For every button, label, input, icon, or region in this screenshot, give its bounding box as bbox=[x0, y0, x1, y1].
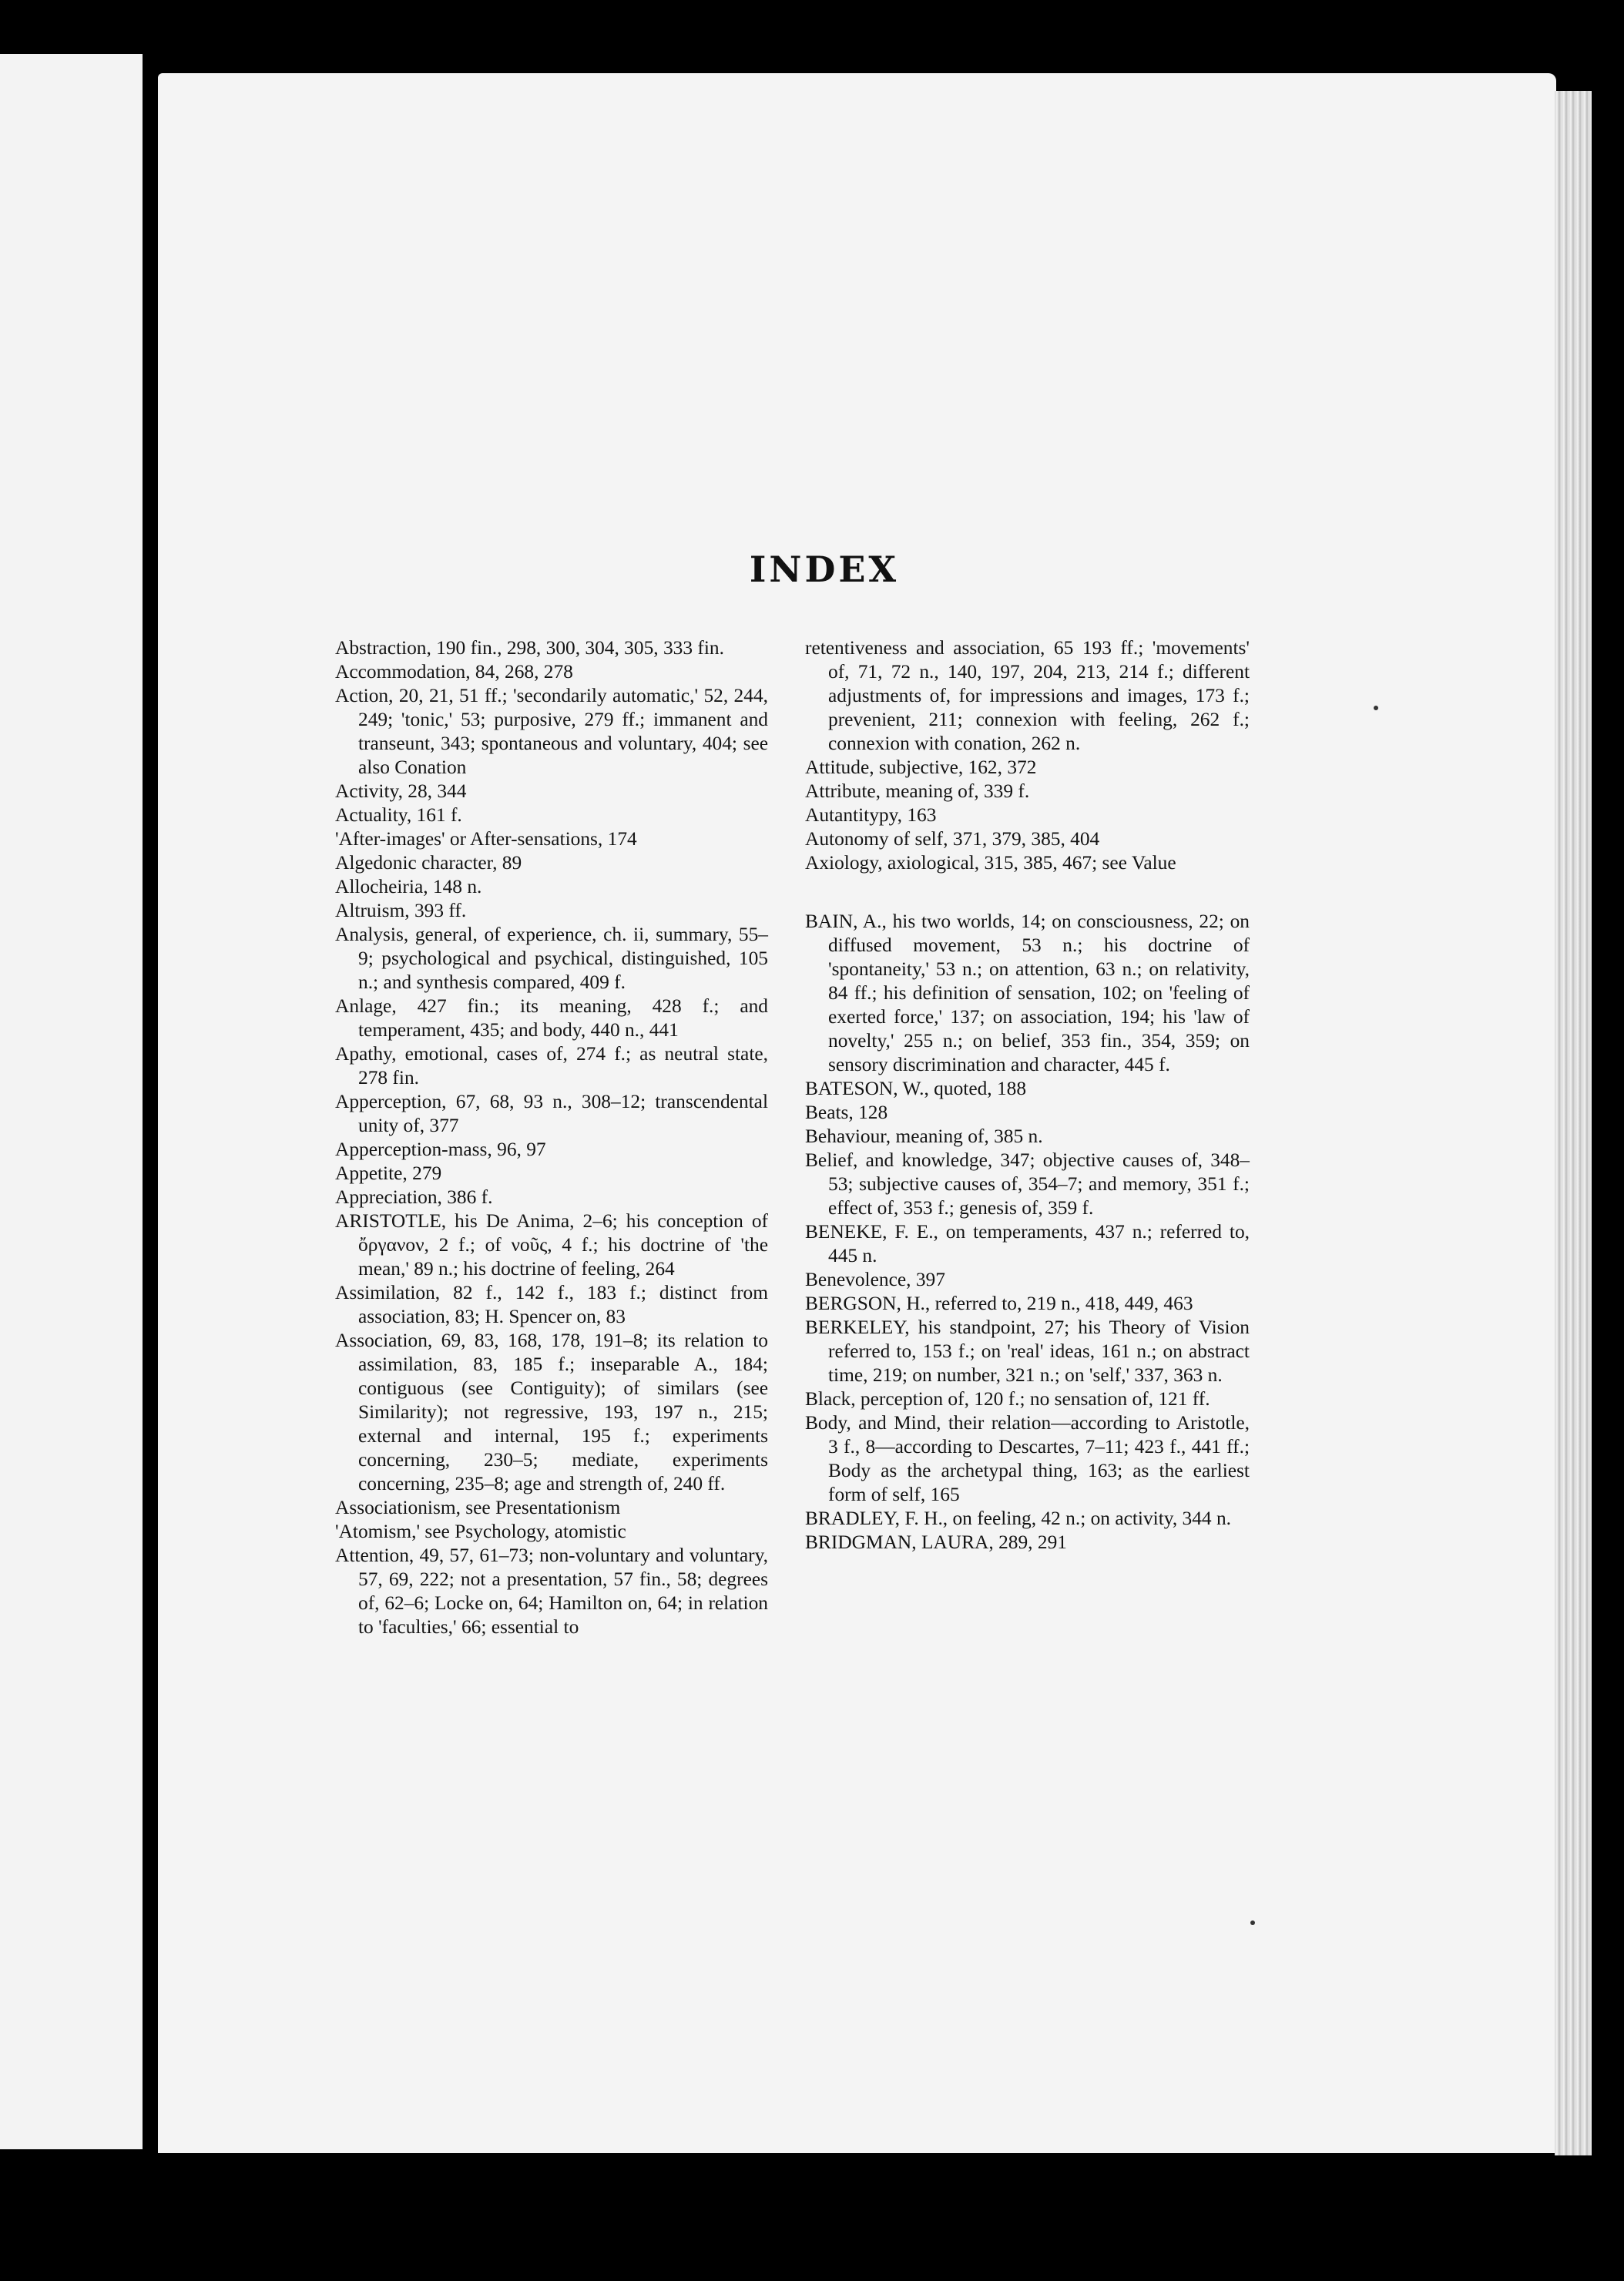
index-entry: Actuality, 161 f. bbox=[335, 804, 462, 826]
page-title: INDEX bbox=[749, 548, 900, 590]
index-entry: BRADLEY, F. H., on feeling, 42 n.; on activity, 344 n. bbox=[805, 1508, 1231, 1529]
index-entry: Activity, 28, 344 bbox=[335, 780, 467, 802]
index-entry: Black, perception of, 120 f.; no sensation of, 121 ff. bbox=[805, 1388, 1210, 1410]
index-entry: Allocheiria, 148 n. bbox=[335, 876, 482, 897]
index-entry: BATESON, W., quoted, 188 bbox=[805, 1078, 1027, 1099]
index-entry: Appetite, 279 bbox=[335, 1162, 442, 1184]
index-entry: Action, 20, 21, 51 ff.; 'secondarily automatic,' 52, 244, 249; 'tonic,' 53; purposive, 279 ff.; immanent and transeunt, 343; spontaneous and voluntary, 404; see also Conation bbox=[335, 685, 768, 778]
index-entry: 'After-images' or After-sensations, 174 bbox=[335, 828, 637, 850]
facing-page-edge bbox=[0, 54, 143, 2149]
index-entry: BERKELEY, his standpoint, 27; his Theory of Vision referred to, 153 f.; on 'real' ideas, 161 n.; on abstract time, 219; on number, 321 n.; on 'self,' 337, 363 n. bbox=[805, 1317, 1250, 1386]
index-entry: Axiology, axiological, 315, 385, 467; see Value bbox=[805, 852, 1176, 874]
index-entry: Autantitypy, 163 bbox=[805, 804, 937, 826]
index-entry: Accommodation, 84, 268, 278 bbox=[335, 661, 573, 683]
index-entry: Abstraction, 190 fin., 298, 300, 304, 305, 333 fin. bbox=[335, 637, 724, 659]
section-gap bbox=[805, 875, 1250, 910]
index-entry: Behaviour, meaning of, 385 n. bbox=[805, 1125, 1043, 1147]
index-entry: Attention, 49, 57, 61–73; non-voluntary and voluntary, 57, 69, 222; not a presentation, 57 fin., 58; degrees of, 62–6; Locke on, 64; Hamilton on, 64; in relation to 'faculties,' 66; essential to bbox=[335, 1545, 768, 1638]
index-entry: Belief, and knowledge, 347; objective causes of, 348–53; subjective causes of, 354–7; and memory, 351 f.; effect of, 353 f.; genesis of, 359 f. bbox=[805, 1149, 1250, 1219]
index-entry: Associationism, see Presentationism bbox=[335, 1497, 621, 1518]
index-entry: Algedonic character, 89 bbox=[335, 852, 522, 874]
index-entry: retentiveness and association, 65 193 ff.; 'movements' of, 71, 72 n., 140, 197, 204, 213, 214 f.; different adjustments of, for impressions and images, 173 f.; prevenient, 211; connexion with feeling, 262 f.; connexion with conation, 262 n. bbox=[805, 637, 1250, 754]
index-column-left bbox=[335, 636, 768, 1639]
index-entry: Autonomy of self, 371, 379, 385, 404 bbox=[805, 828, 1100, 850]
scan-speck bbox=[1250, 1920, 1255, 1925]
index-entry: BERGSON, H., referred to, 219 n., 418, 449, 463 bbox=[805, 1293, 1193, 1314]
index-entry: Apperception, 67, 68, 93 n., 308–12; transcendental unity of, 377 bbox=[335, 1091, 768, 1136]
index-entry: Association, 69, 83, 168, 178, 191–8; its relation to assimilation, 83, 185 f.; inseparable A., 184; contiguous (see Contiguity); of similars (see Similarity); not regressive, 193, 197 n., 215; external and internal, 195 f.; experiments concerning, 230–5; mediate, experiments concerning, 235–8; age and strength of, 240 ff. bbox=[335, 1330, 768, 1494]
index-column-right bbox=[805, 636, 1250, 1555]
index-entry: Beats, 128 bbox=[805, 1102, 888, 1123]
index-entry: BRIDGMAN, LAURA, 289, 291 bbox=[805, 1531, 1067, 1553]
index-entry: BAIN, A., his two worlds, 14; on consciousness, 22; on diffused movement, 53 n.; his doctrine of 'spontaneity,' 53 n.; on attention, 63 n.; on relativity, 84 ff.; his definition of sensation, 102; on 'feeling of exerted force,' 137; on association, 194; his 'law of novelty,' 255 n.; on belief, 353 fin., 354, 359; on sensory discrimination and character, 445 f. bbox=[805, 911, 1250, 1075]
index-entry: Anlage, 427 fin.; its meaning, 428 f.; and temperament, 435; and body, 440 n., 441 bbox=[335, 995, 768, 1041]
index-entry: Analysis, general, of experience, ch. ii, summary, 55–9; psychological and psychical, distinguished, 105 n.; and synthesis compared, 409 f. bbox=[335, 924, 768, 993]
index-entry: Body, and Mind, their relation—according to Aristotle, 3 f., 8—according to Descartes, 7–11; 423 f., 441 ff.; Body as the archetypal thing, 163; as the earliest form of self, 165 bbox=[805, 1412, 1250, 1505]
page-stack-edge bbox=[1555, 91, 1592, 2155]
index-entry: Attribute, meaning of, 339 f. bbox=[805, 780, 1030, 802]
index-entry: Appreciation, 386 f. bbox=[335, 1186, 493, 1208]
index-entry: Apperception-mass, 96, 97 bbox=[335, 1139, 546, 1160]
scan-speck bbox=[1374, 706, 1378, 710]
index-entry: Attitude, subjective, 162, 372 bbox=[805, 756, 1037, 778]
index-entry: BENEKE, F. E., on temperaments, 437 n.; referred to, 445 n. bbox=[805, 1221, 1250, 1266]
index-entry: Apathy, emotional, cases of, 274 f.; as neutral state, 278 fin. bbox=[335, 1043, 768, 1089]
index-entry: Altruism, 393 ff. bbox=[335, 900, 467, 921]
index-entry: 'Atomism,' see Psychology, atomistic bbox=[335, 1521, 626, 1542]
index-entry: ARISTOTLE, his De Anima, 2–6; his conception of ὄργανον, 2 f.; of νοῦς, 4 f.; his doctrine of 'the mean,' 89 n.; his doctrine of feeling, 264 bbox=[335, 1210, 768, 1280]
index-entry: Benevolence, 397 bbox=[805, 1269, 945, 1290]
index-entry: Assimilation, 82 f., 142 f., 183 f.; distinct from association, 83; H. Spencer on, 83 bbox=[335, 1282, 768, 1327]
